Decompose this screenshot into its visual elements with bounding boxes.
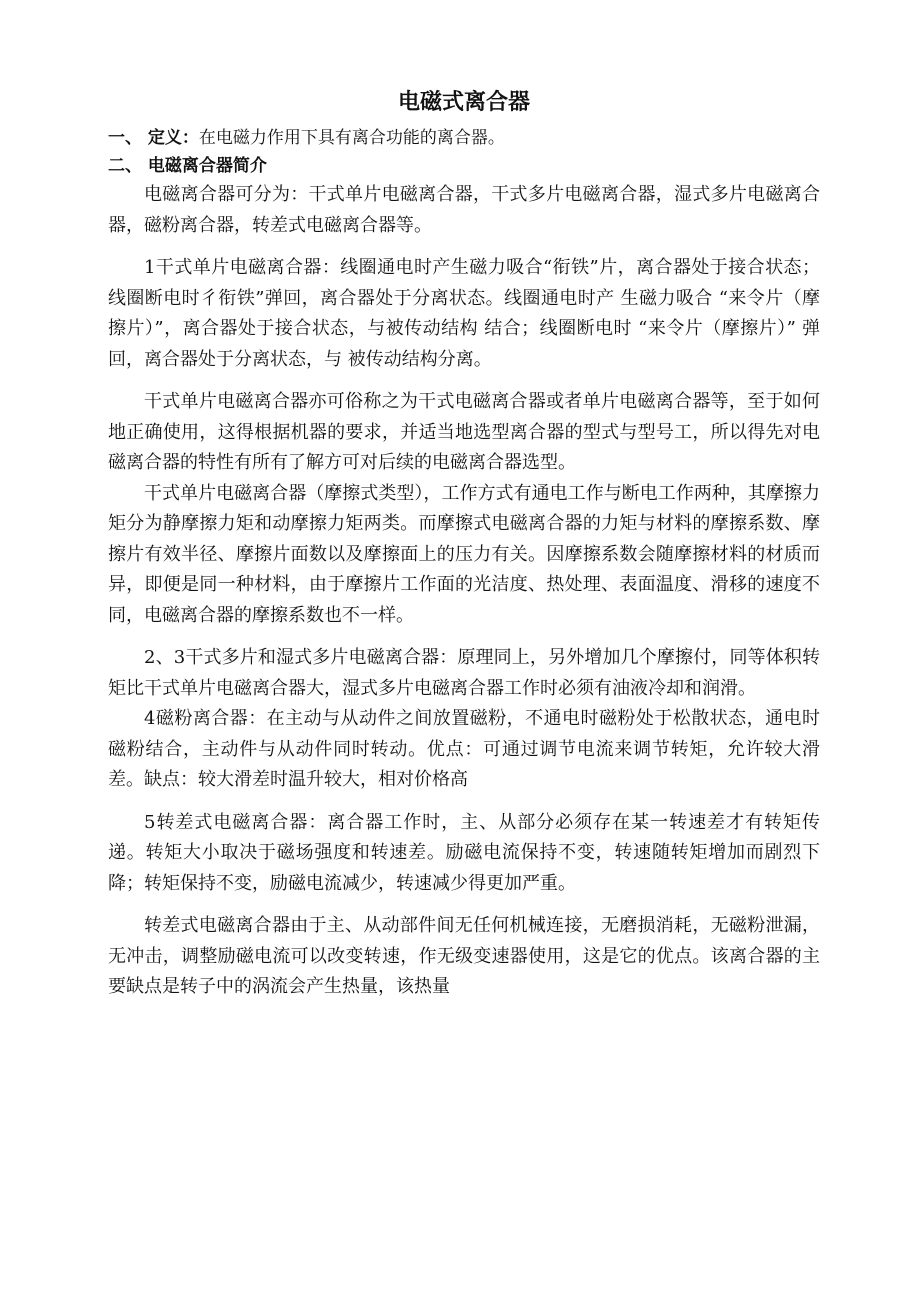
section-intro-heading: [108, 152, 820, 180]
paragraph-multi-plate: 2、3干式多片和湿式多片电磁离合器：原理同上，另外增加几个摩擦付，同等体积转矩比干式单片电磁离合器大，湿式多片电磁离合器工作时必须有油液冷却和润滑。: [108, 647, 820, 699]
paragraph-magnetic-powder: 4磁粉离合器：在主动与从动件之间放置磁粉，不通电时磁粉处于松散状态，通电时磁粉结合，主动件与从动件同时转动。优点：可通过调节电流来调节转矩，允许较大滑差。缺点：较大滑差时温升较大，相对价格高: [108, 708, 820, 790]
paragraph-slip-type: 5转差式电磁离合器：离合器工作时，主、从部分必须存在某一转速差才有转矩传递。转矩大小取决于磁场强度和转速差。励磁电流保持不变，转速随转矩增加而剧烈下降；转矩保持不变，励磁电流减少，转速减少得更加严重。: [108, 811, 820, 894]
section-definition-text: 在电磁力作用下具有离合功能的离合器。: [198, 128, 505, 148]
paragraph-types: 电磁离合器可分为：干式单片电磁离合器，干式多片电磁离合器，湿式多片电磁离合器，磁粉离合器，转差式电磁离合器等。: [108, 184, 820, 236]
document-title: 电磁式离合器: [397, 90, 530, 115]
section-definition-label: 一、 定义：: [108, 128, 199, 148]
paragraph-single-plate-usage: 干式单片电磁离合器亦可俗称之为干式电磁离合器或者单片电磁离合器等，至于如何地正确使用，这得根据机器的要求，并适当地选型离合器的型式与型号工，所以得先对电磁离合器的特性有所有了解方可对后续的电磁离合器选型。: [108, 391, 820, 473]
paragraph-single-plate: 1干式单片电磁离合器：线圈通电时产生磁力吸合“衔铁”片，离合器处于接合状态；线圈断电时彳衔铁”弹回，离合器处于分离状态。线圈通电时产 生磁力吸合 “来令片（摩擦片）”，离合器处于接合状态，与被传动结构 结合；线圈断电时 “来令片（摩擦片）” 弹回，离合器处于分离状态，与 被传动结构分离。: [108, 257, 820, 370]
paragraph-friction-torque: 干式单片电磁离合器（摩擦式类型），工作方式有通电工作与断电工作两种，其摩擦力矩分为静摩擦力矩和动摩擦力矩两类。而摩擦式电磁离合器的力矩与材料的摩擦系数、摩擦片有效半径、摩擦片面数以及摩擦面上的压力有关。因摩擦系数会随摩擦材料的材质而异，即便是同一种材料，由于摩擦片工作面的光洁度、热处理、表面温度、滑移的速度不同，电磁离合器的摩擦系数也不一样。: [108, 482, 820, 626]
document-page: [108, 86, 820, 1003]
section-intro-label: 二、 电磁离合器简介: [108, 156, 267, 176]
section-definition: [108, 124, 820, 152]
paragraph-slip-advantages: 转差式电磁离合器由于主、从动部件间无任何机械连接，无磨损消耗，无磁粉泄漏，无冲击，调整励磁电流可以改变转速，作无级变速器使用，这是它的优点。该离合器的主要缺点是转子中的涡流会产生热量，该热量: [108, 915, 820, 997]
